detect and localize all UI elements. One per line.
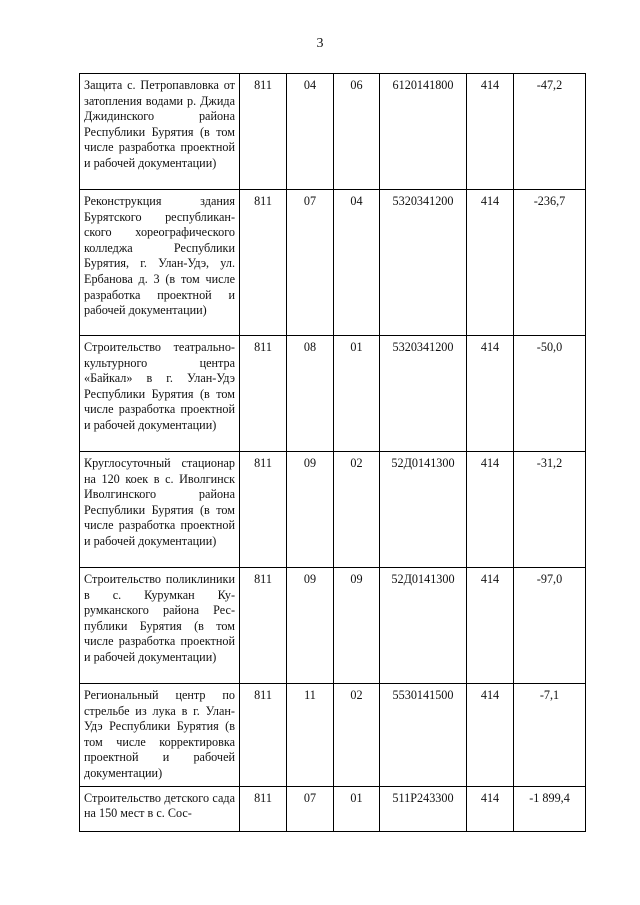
table-row <box>80 336 586 452</box>
section-code-cell: 09 <box>287 568 334 684</box>
gr-code-cell: 811 <box>240 190 287 336</box>
object-name-cell: Строительство поликлиники в с. Курумкан Курумканского района Республики Бурятия (в том числе разработка проектной и рабочей документации) <box>80 568 240 684</box>
expense-type-cell: 414 <box>467 452 514 568</box>
expense-type-cell: 414 <box>467 336 514 452</box>
gr-code-cell: 811 <box>240 684 287 787</box>
table-row <box>80 74 586 190</box>
section-code-cell: 09 <box>287 452 334 568</box>
target-article-cell: 511P243300 <box>380 786 467 831</box>
gr-code-cell: 811 <box>240 74 287 190</box>
expense-type-cell: 414 <box>467 74 514 190</box>
amount-cell: -50,0 <box>514 336 586 452</box>
amount-cell: -97,0 <box>514 568 586 684</box>
table-row <box>80 684 586 787</box>
amount-cell: -47,2 <box>514 74 586 190</box>
object-name-cell: Реконструкция здания Бурятского республиканского хореографического колледжа Республики Бурятия, г. Улан-Удэ, ул. Ербанова д. 3 (в том числе разработка проектной и рабочей документации) <box>80 190 240 336</box>
table-row <box>80 452 586 568</box>
amount-cell: -236,7 <box>514 190 586 336</box>
gr-code-cell: 811 <box>240 568 287 684</box>
expense-type-cell: 414 <box>467 568 514 684</box>
section-code-cell: 11 <box>287 684 334 787</box>
object-name-cell: Строительство детского сада на 150 мест в с. Сос- <box>80 786 240 831</box>
gr-code-cell: 811 <box>240 786 287 831</box>
amount-cell: -31,2 <box>514 452 586 568</box>
section-code-cell: 04 <box>287 74 334 190</box>
target-article-cell: 52Д0141300 <box>380 568 467 684</box>
target-article-cell: 6120141800 <box>380 74 467 190</box>
target-article-cell: 5320341200 <box>380 190 467 336</box>
subsection-code-cell: 06 <box>334 74 380 190</box>
amount-cell: -1 899,4 <box>514 786 586 831</box>
page-number: 3 <box>316 36 324 51</box>
table-row <box>80 786 586 831</box>
subsection-code-cell: 01 <box>334 786 380 831</box>
subsection-code-cell: 09 <box>334 568 380 684</box>
object-name-cell: Защита с. Петропавловка от затопления водами р. Джида Джидинского района Республики Бурятия (в том числе разработка проектной и рабочей документации) <box>80 74 240 190</box>
expense-type-cell: 414 <box>467 786 514 831</box>
budget-table <box>79 73 586 832</box>
gr-code-cell: 811 <box>240 336 287 452</box>
expense-type-cell: 414 <box>467 684 514 787</box>
subsection-code-cell: 02 <box>334 684 380 787</box>
table-row <box>80 190 586 336</box>
section-code-cell: 07 <box>287 786 334 831</box>
amount-cell: -7,1 <box>514 684 586 787</box>
object-name-cell: Строительство театрально-культурного центра «Байкал» в г. Улан-Удэ Республики Бурятия (в том числе разработка проектной и рабочей документации) <box>80 336 240 452</box>
subsection-code-cell: 04 <box>334 190 380 336</box>
gr-code-cell: 811 <box>240 452 287 568</box>
expense-type-cell: 414 <box>467 190 514 336</box>
section-code-cell: 08 <box>287 336 334 452</box>
target-article-cell: 5320341200 <box>380 336 467 452</box>
target-article-cell: 5530141500 <box>380 684 467 787</box>
table-row <box>80 568 586 684</box>
object-name-cell: Круглосуточный стационар на 120 коек в с. Иволгинск Иволгинского района Республики Бурятия (в том числе разработка проектной и рабочей документации) <box>80 452 240 568</box>
section-code-cell: 07 <box>287 190 334 336</box>
target-article-cell: 52Д0141300 <box>380 452 467 568</box>
subsection-code-cell: 01 <box>334 336 380 452</box>
subsection-code-cell: 02 <box>334 452 380 568</box>
object-name-cell: Региональный центр по стрельбе из лука в г. Улан-Удэ Республики Бурятия (в том числе корректировка проектной и рабочей документации) <box>80 684 240 787</box>
